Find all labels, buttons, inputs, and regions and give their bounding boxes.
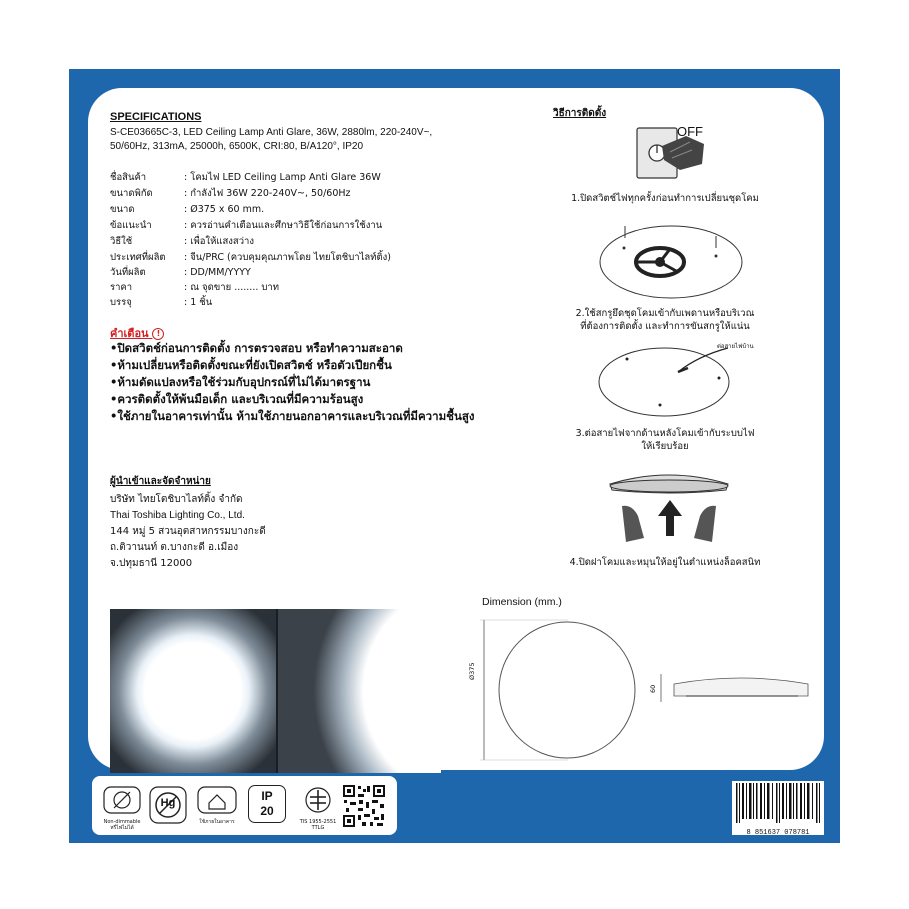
- spec-label: ชื่อสินค้า: [110, 172, 147, 183]
- spec-value: : DD/MM/YYYY: [184, 267, 251, 278]
- install-step-3-line1: 3.ต่อสายไฟจากด้านหลังโคมเข้ากับระบบไฟ: [575, 428, 755, 439]
- product-photo: [110, 609, 441, 773]
- spec-value: : ควรอ่านคำเตือนและศึกษาวิธีใช้ก่อนการใช้งาน: [184, 220, 383, 231]
- model-line-1: S-CE03665C-3, LED Ceiling Lamp Anti Glare, 36W, 2880lm, 220-240V~,: [110, 127, 433, 138]
- warning-heading-text: คำเตือน: [110, 327, 149, 340]
- warning-item: •ปิดสวิตช์ก่อนการติดตั้ง การตรวจสอบ หรือทำความสะอาด: [110, 341, 403, 355]
- diameter-label: Ø375: [468, 662, 476, 680]
- lamp-side-glow: [278, 609, 441, 773]
- install-step-1: 1.ปิดสวิตช์ไฟทุกครั้งก่อนทำการเปลี่ยนชุดโคม: [571, 193, 759, 204]
- spec-label: ข้อแนะนำ: [110, 220, 152, 231]
- importer-line: Thai Toshiba Lighting Co., Ltd.: [110, 510, 245, 521]
- tis-label: TIS 1955-2551: [299, 819, 337, 825]
- indoor-badge: [196, 785, 238, 827]
- spec-value: : กำลังไฟ 36W 220-240V~, 50/60Hz: [184, 188, 351, 199]
- spec-label: วันที่ผลิต: [110, 267, 146, 278]
- lamp-front-glow: [110, 609, 276, 773]
- warning-circle-icon: !: [152, 328, 164, 340]
- spec-label: ขนาดพิกัด: [110, 188, 153, 199]
- importer-line: ถ.ติวานนท์ ต.บางกะดี อ.เมือง: [110, 542, 239, 553]
- install-heading: วิธีการติดตั้ง: [553, 108, 607, 119]
- ip-rating-box: [248, 785, 286, 823]
- install-step-3-line2: ให้เรียบร้อย: [641, 441, 689, 452]
- house-icon: [196, 785, 238, 815]
- qr-code[interactable]: [342, 784, 386, 828]
- non-dimmable-label-th: หรี่ไฟไม่ได้: [110, 825, 134, 831]
- non-dimmable-label: Non-dimmable: [103, 819, 141, 825]
- non-dimmable-badge: [102, 785, 142, 831]
- wire-label: ต่อสายไฟบ้าน: [717, 343, 754, 350]
- spec-label: บรรจุ: [110, 297, 132, 308]
- ip-label: IP: [261, 789, 273, 803]
- spec-value: : จีน/PRC (ควบคุมคุณภาพโดย ไทยโตชิบาไลท์ติ้ง): [184, 252, 391, 263]
- install-step-4: 4.ปิดฝาโคมและหมุนให้อยู่ในตำแหน่งล็อคสนิท: [569, 557, 761, 568]
- warning-item: •ห้ามดัดแปลงหรือใช้ร่วมกับอุปกรณ์ที่ไม่ได้มาตรฐาน: [110, 375, 371, 389]
- warning-item: •ควรติดตั้งให้พ้นมือเด็ก และบริเวณที่มีความร้อนสูง: [110, 392, 364, 406]
- dimension-heading: Dimension (mm.): [482, 596, 562, 608]
- spec-value: : ณ จุดขาย ........ บาท: [184, 282, 280, 293]
- height-label: 60: [649, 684, 657, 693]
- non-dimmable-icon: [102, 785, 142, 815]
- spec-value: : โคมไฟ LED Ceiling Lamp Anti Glare 36W: [184, 172, 381, 183]
- spec-label: ประเทศที่ผลิต: [110, 252, 166, 263]
- spec-label: ราคา: [110, 282, 133, 293]
- barcode: [732, 781, 824, 835]
- importer-line: 144 หมู่ 5 สวนอุตสาหกรรมบางกะดี: [110, 526, 266, 537]
- tis-badge: [296, 785, 340, 831]
- ip-rating-badge: [248, 785, 288, 827]
- ip-value: 20: [260, 804, 274, 818]
- hg-free-badge: [148, 785, 188, 827]
- install-step-2-line1: 2.ใช้สกรูยึดชุดโคมเข้ากับเพดานหรือบริเวณ: [575, 308, 755, 319]
- importer-heading: ผู้นำเข้าและจัดจำหน่าย: [110, 476, 211, 487]
- spec-value: : เพื่อให้แสงสว่าง: [184, 236, 255, 247]
- spec-value: : Ø375 x 60 mm.: [184, 204, 265, 215]
- hg-label: Hg: [160, 797, 176, 809]
- importer-line: บริษัท ไทยโตชิบาไลท์ติ้ง จำกัด: [110, 494, 243, 505]
- spec-label: วิธีใช้: [110, 236, 133, 247]
- ttl-label: TTLG: [311, 825, 325, 831]
- specifications-heading: SPECIFICATIONS: [110, 111, 202, 123]
- off-label: OFF: [677, 124, 703, 139]
- spec-label: ขนาด: [110, 204, 135, 215]
- cover-illustration: [604, 466, 734, 548]
- warning-item: •ใช้ภายในอาคารเท่านั้น ห้ามใช้ภายนอกอาคารและบริเวณที่มีความชื้นสูง: [110, 409, 475, 423]
- install-step-2-line2: ที่ต้องการติดตั้ง และทำการขันสกรูให้แน่น: [580, 321, 750, 332]
- bracket-illustration: [598, 218, 744, 302]
- barcode-number: 8 851637 078781: [746, 829, 810, 837]
- warning-item: •ห้ามเปลี่ยนหรือติดตั้งขณะที่ยังเปิดสวิตช์ หรือตัวเปียกชื้น: [110, 358, 392, 372]
- wiring-illustration: [598, 342, 744, 420]
- importer-line: จ.ปทุมธานี 12000: [110, 558, 193, 569]
- model-line-2: 50/60Hz, 313mA, 25000h, 6500K, CRI:80, B/A120°, IP20: [110, 141, 364, 152]
- indoor-label: ใช้ภายในอาคาร: [199, 819, 235, 825]
- spec-value: : 1 ชิ้น: [184, 297, 213, 308]
- tis-mark-icon: [296, 785, 340, 815]
- barcode-bars: [732, 781, 824, 825]
